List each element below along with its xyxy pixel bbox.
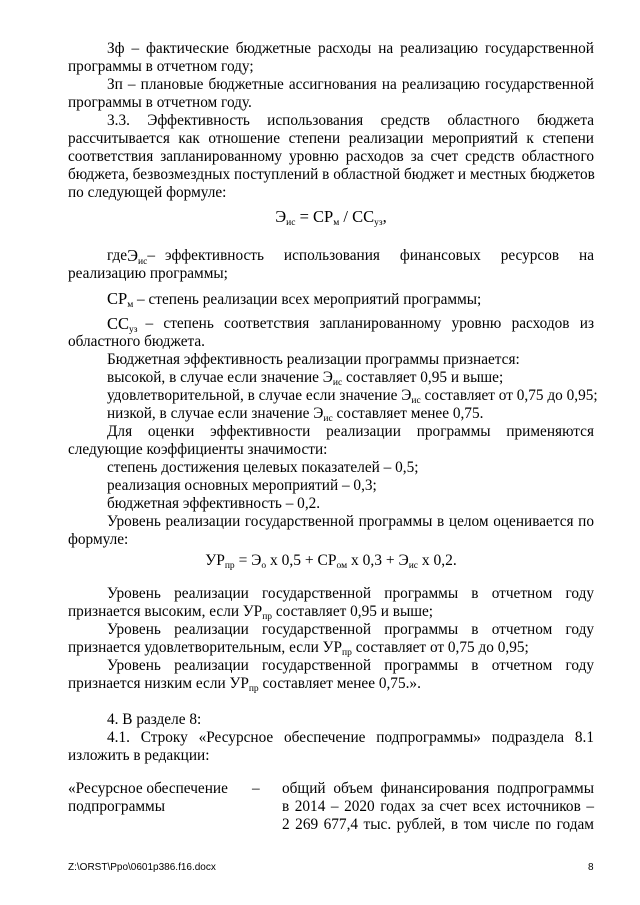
text-line: степень достижения целевых показателей – 0,5; (107, 459, 419, 476)
text-line: признается высоким, если $УР_{пр}$ составляет 0,95 и выше; (68, 603, 434, 622)
text-line: по следующей формуле: (68, 184, 227, 201)
text-line: формуле: (68, 531, 129, 548)
symbol-e-is: $Э_{ис}$ (127, 246, 148, 267)
text-line: Зп – плановые бюджетные ассигнования на реализацию государственной (107, 76, 594, 93)
text-line: 3.3. Эффективность использования средств областного бюджета (107, 112, 594, 129)
text-fragment: – степень соответствия запланированному уровню расходов из (145, 315, 594, 332)
footer-page-number: 8 (588, 862, 594, 873)
text-line: Зф – фактические бюджетные расходы на реализацию государственной (107, 40, 594, 57)
text-line: рассчитывается как отношение степени реализации мероприятий к степени (68, 130, 594, 147)
text-line: Уровень реализации государственной программы в отчетном году (107, 585, 594, 602)
text-fragment: – (147, 247, 155, 264)
table-cell-text: «Ресурсное обеспечение (68, 780, 228, 797)
footer-file-path: Z:\ORST\Ppo\0601p386.f16.docx (68, 862, 216, 873)
text-line: Бюджетная эффективность реализации программы признается: (107, 351, 520, 368)
definition-line (107, 315, 594, 333)
table-right-cell (282, 780, 594, 834)
text-line: Уровень реализации государственной программы в целом оценивается по (107, 513, 594, 530)
text-line: программы в отчетном году. (68, 94, 252, 111)
text-line: реализацию программы; (68, 265, 228, 282)
text-line: признается низким если $УР_{пр}$ составляет менее 0,75.». (68, 675, 421, 694)
formula-efficiency: $Э_{ис} = СР_м / СС_{уз}$, (275, 207, 387, 228)
table-cell-text: 2 269 677,4 тыс. рублей, в том числе по годам (282, 816, 594, 833)
text-line: низкой, в случае если значение $Э_{ис}$ составляет менее 0,75. (107, 405, 484, 424)
text-line: соответствия запланированному уровню расходов за счет средств областного (68, 148, 594, 165)
table-cell-text: в 2014 – 2020 годах за счет всех источников – (282, 798, 594, 815)
text-fragment: где (107, 247, 128, 264)
text-line: удовлетворительной, в случае если значение $Э_{ис}$ составляет от 0,75 до 0,95; (107, 387, 598, 406)
table-cell-text: подпрограммы (68, 798, 166, 815)
text-line: изложить в редакции: (68, 747, 210, 764)
text-line: 4.1. Строку «Ресурсное обеспечение подпрограммы» подраздела 8.1 (107, 729, 594, 746)
table-dash: – (252, 780, 260, 797)
text-line: Уровень реализации государственной программы в отчетном году (107, 621, 594, 638)
text-fragment: эффективность использования финансовых ресурсов на (164, 247, 594, 264)
text-line: следующие коэффициенты значимости: (68, 441, 328, 458)
text-line: областного бюджета. (68, 333, 206, 350)
table-left-cell (68, 780, 238, 816)
symbol-sr-m: $СР_м$ (107, 289, 134, 310)
text-line: высокой, в случае если значение $Э_{ис}$ составляет 0,95 и выше; (107, 369, 504, 388)
text-fragment: – степень реализации всех мероприятий программы; (137, 291, 482, 308)
table-cell-text: общий объем финансирования подпрограммы (282, 780, 594, 797)
text-line: программы в отчетном году; (68, 58, 254, 75)
definition-line (107, 290, 594, 309)
text-line: реализация основных мероприятий – 0,3; (107, 477, 377, 494)
text-line: бюджета, безвозмездных поступлений в областной бюджет и местных бюджетов (68, 166, 595, 183)
text-line: бюджетная эффективность – 0,2. (107, 495, 321, 512)
section-heading: 4. В разделе 8: (107, 711, 202, 728)
text-line: Уровень реализации государственной программы в отчетном году (107, 657, 594, 674)
symbol-ss-uz: $СС_{уз}$ (107, 314, 138, 335)
definition-line (107, 247, 594, 265)
text-line: признается удовлетворительным, если $УР_{пр}$ составляет от 0,75 до 0,95; (68, 639, 529, 658)
formula-program-level: $УР_{пр} = Э_о$ х $0,5 + СР_{ом}$ х $0,3 + Э_{ис}$ х 0,2. (205, 552, 457, 571)
text-line: Для оценки эффективности реализации программы применяются (107, 423, 594, 440)
